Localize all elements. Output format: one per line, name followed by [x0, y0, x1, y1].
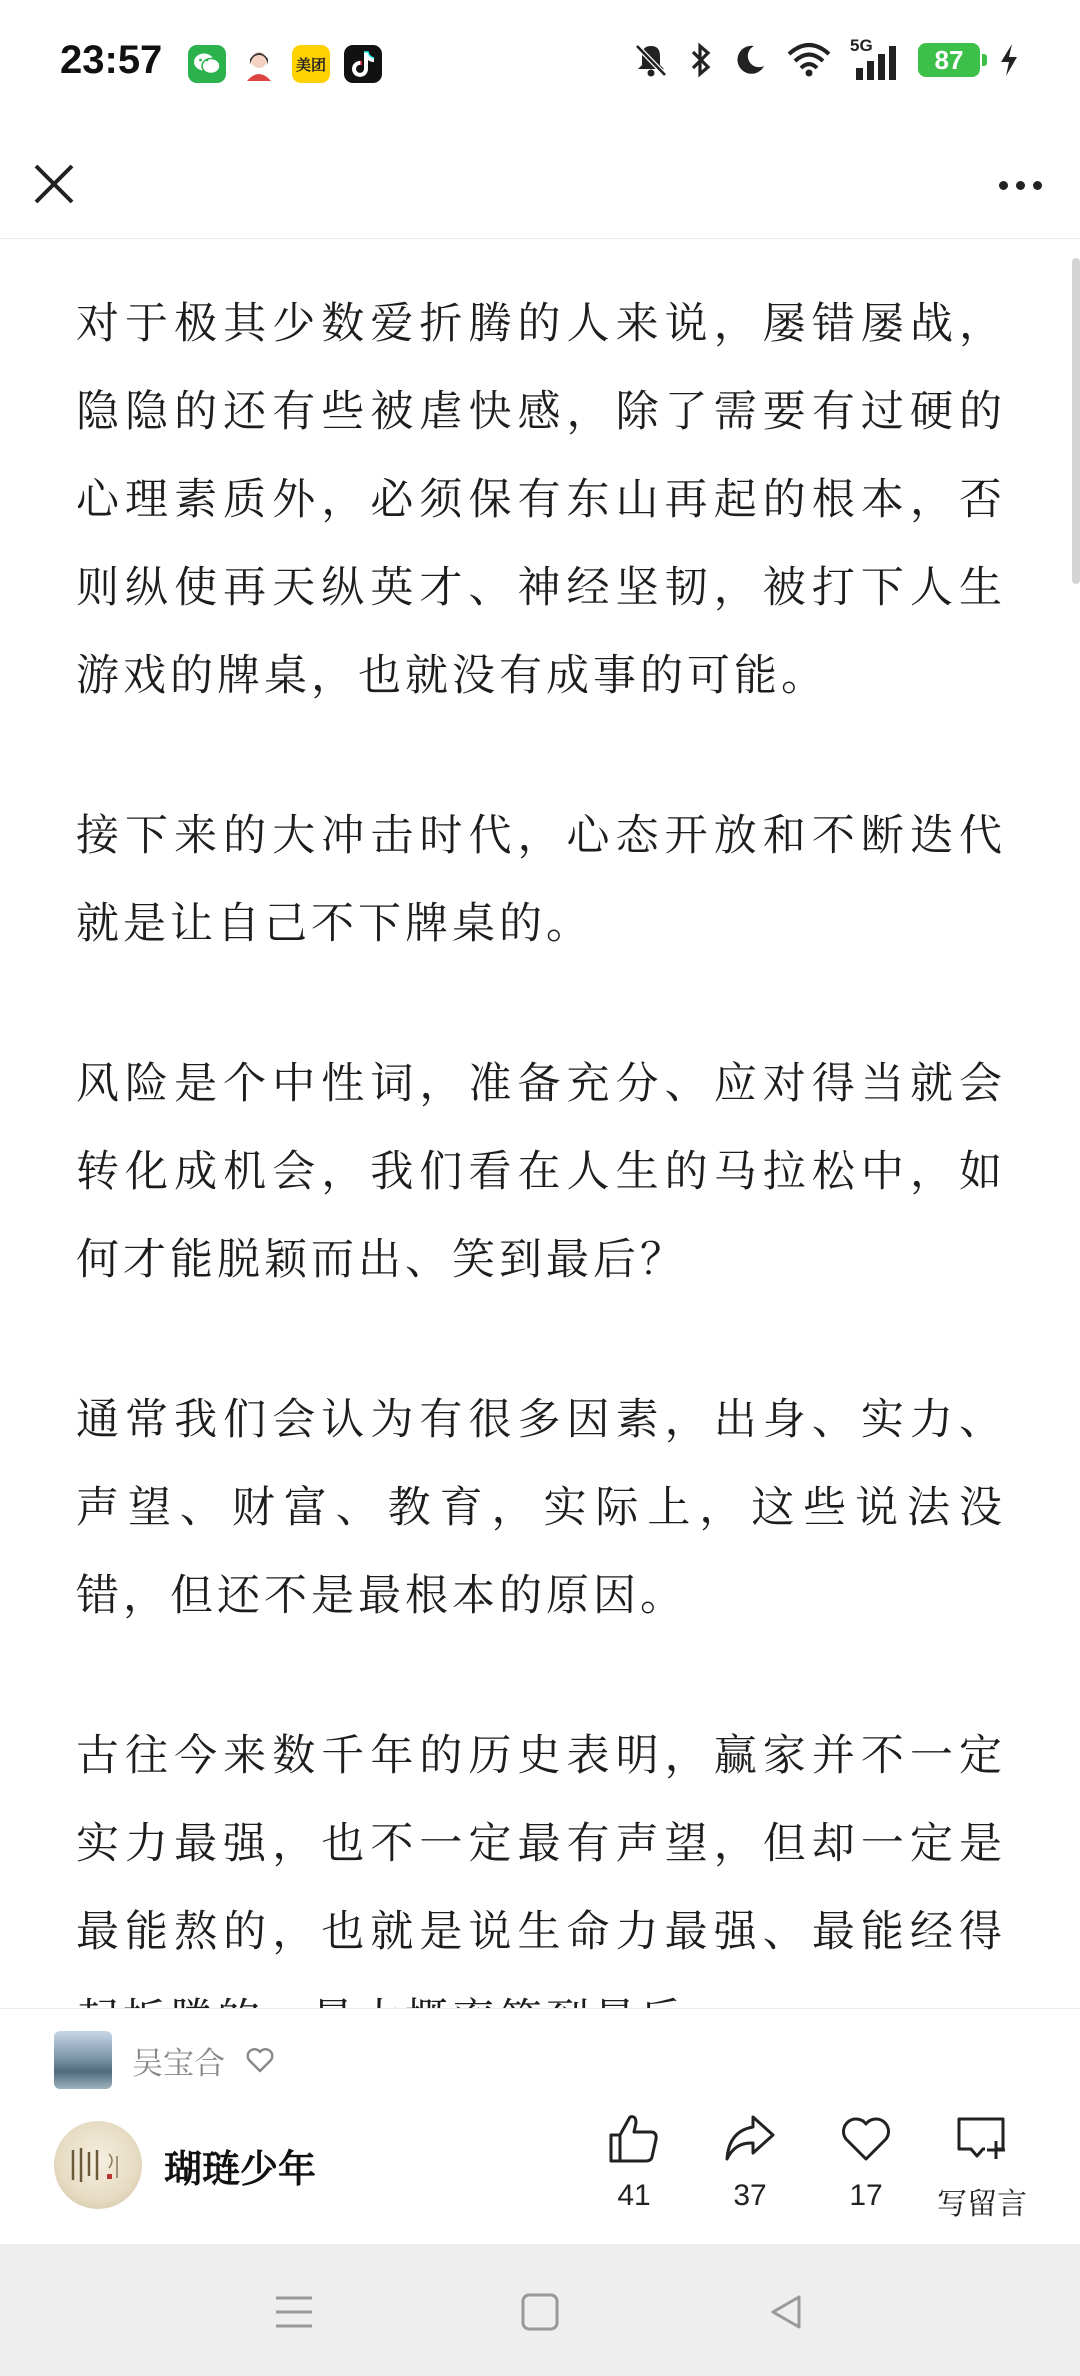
article-paragraph: 对于极其少数爱折腾的人来说，屡错屡战，隐隐的还有些被虐快感，除了需要有过硬的心理素质外，必须保有东山再起的根本，否则纵使再天纵英才、神经坚韧，被打下人生游戏的牌桌，也就没有成事的可能。 [76, 299, 1006, 701]
share-icon [721, 2109, 779, 2167]
system-nav-bar [0, 2244, 1080, 2376]
douyin-icon [344, 45, 382, 83]
article-paragraph: 风险是个中性词，准备充分、应对得当就会转化成机会，我们看在人生的马拉松中，如何才能脱颖而出、笑到最后？ [76, 1059, 1006, 1285]
article-paragraph: 古往今来数千年的历史表明，赢家并不一定实力最强，也不一定最有声望，但却一定是最能熬的，也就是说生命力最强、最能经得 [76, 1731, 1006, 1957]
favorite-button[interactable] [808, 2109, 924, 2223]
back-button[interactable] [756, 2282, 816, 2342]
write-comment-label: 写留言 [937, 2188, 1027, 2221]
notification-icons [188, 45, 382, 83]
article-paragraph: 接下来的大冲击时代，心态开放和不断迭代就是让自己不下牌桌的。 [76, 811, 1006, 949]
signal-5g-icon [850, 36, 900, 80]
share-count: 37 [733, 2179, 767, 2212]
article-footer [0, 2008, 1080, 2245]
network-type: 5G [850, 36, 873, 55]
meituan-icon: 美团 [292, 45, 330, 83]
square-icon [519, 2291, 561, 2333]
status-time: 23:57 [60, 38, 163, 82]
bluetooth-icon [688, 41, 714, 79]
status-indicators [632, 36, 1020, 80]
author-avatar[interactable] [54, 2121, 142, 2209]
author-name: 瑚琏少年 [164, 2146, 317, 2191]
article-paragraph: 通常我们会认为有很多因素，出身、实力、声望、财富、教育，实际上，这些说法没错，但还不是最根本的原因。 [76, 1395, 1006, 1621]
recents-button[interactable] [264, 2282, 324, 2342]
close-icon [26, 156, 82, 212]
menu-icon [272, 2292, 316, 2332]
back-triangle-icon [765, 2291, 807, 2333]
home-button[interactable] [510, 2282, 570, 2342]
status-bar [0, 0, 1080, 130]
action-bar [576, 2109, 1040, 2223]
thumbs-up-icon [605, 2109, 663, 2167]
like-count: 41 [617, 2179, 651, 2212]
heart-outline-icon [245, 2045, 275, 2075]
heart-icon [837, 2109, 895, 2167]
article-content [76, 280, 1006, 2136]
recommender-name: 吴宝合 [132, 2045, 225, 2082]
recommender[interactable] [54, 2031, 275, 2089]
charging-icon [998, 42, 1020, 78]
author-info[interactable] [54, 2121, 316, 2209]
comment-add-icon [953, 2109, 1011, 2167]
mute-bell-icon [632, 41, 670, 79]
scrollbar[interactable] [1072, 258, 1080, 584]
calligraphy-avatar-art [63, 2140, 133, 2190]
more-icon-dot [1016, 181, 1025, 190]
avatar-app-icon [240, 45, 278, 83]
favorite-count: 17 [849, 2179, 883, 2212]
article-body[interactable] [0, 238, 1080, 2008]
top-bar [0, 130, 1080, 239]
more-options-button[interactable] [990, 160, 1050, 210]
share-button[interactable] [692, 2109, 808, 2223]
like-button[interactable] [576, 2109, 692, 2223]
battery-indicator: 87 [918, 43, 980, 77]
wifi-icon [786, 42, 832, 78]
write-comment-button[interactable] [924, 2109, 1040, 2223]
wechat-icon [188, 45, 226, 83]
moon-icon [732, 42, 768, 78]
close-button[interactable] [26, 156, 82, 212]
more-icon-dot [1033, 181, 1042, 190]
more-icon [999, 181, 1008, 190]
recommender-avatar [54, 2031, 112, 2089]
